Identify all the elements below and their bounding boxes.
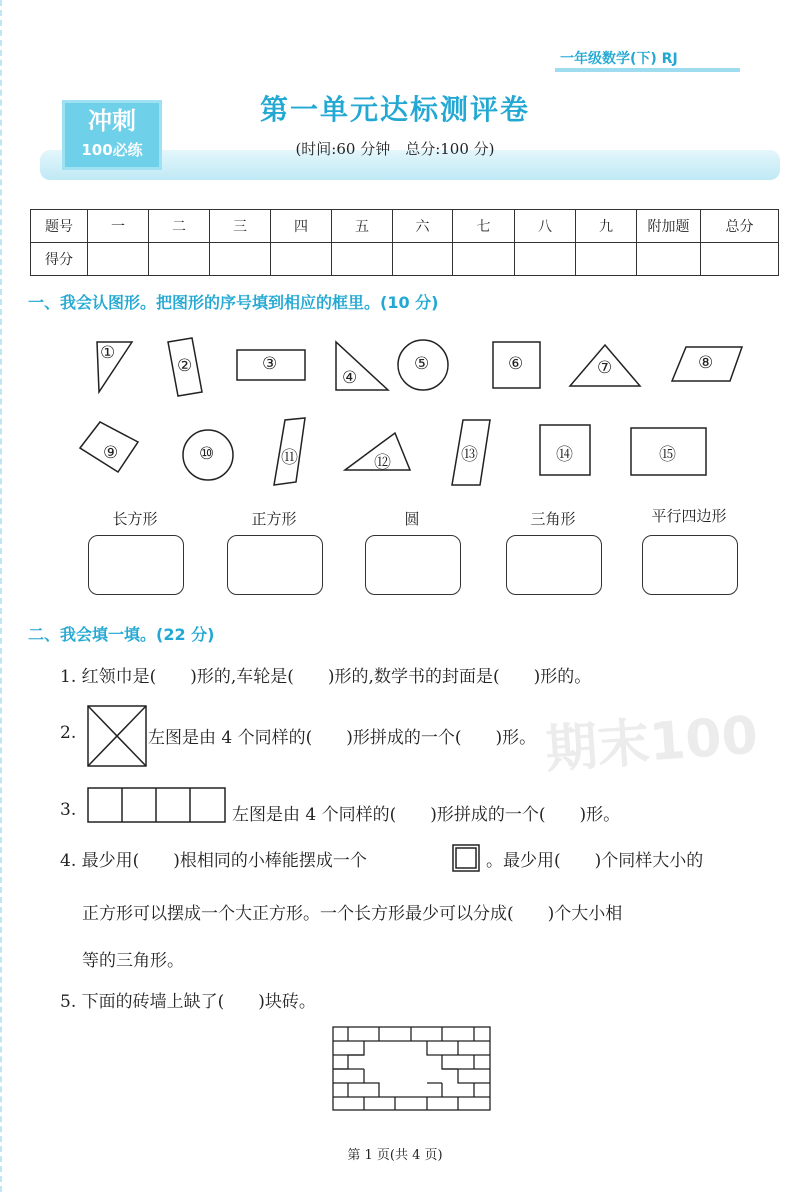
- answer-box-square[interactable]: [227, 535, 323, 595]
- four-squares-figure: [87, 787, 227, 824]
- shapes-figure: [0, 330, 790, 490]
- question-4d: 等的三角形。: [82, 951, 184, 971]
- question-1: 1. 红领巾是( )形的,车轮是( )形的,数学书的封面是( )形的。: [60, 667, 592, 687]
- shape-label: ⑩: [199, 444, 215, 464]
- table-row: 得分: [31, 243, 779, 276]
- question-3-number: 3.: [60, 800, 77, 820]
- binding-margin: [0, 0, 6, 1192]
- question-4b: 。最少用( )个同样大小的: [486, 851, 704, 871]
- shape-label: ⑦: [597, 358, 613, 378]
- shape-label: ⑭: [556, 445, 573, 465]
- category-label: 平行四边形: [651, 507, 727, 525]
- question-4a: 4. 最少用( )根相同的小棒能摆成一个: [60, 851, 367, 871]
- logo: 冲刺 100必练: [62, 100, 162, 170]
- answer-box-circle[interactable]: [365, 535, 461, 595]
- stick-square-icon: [450, 842, 484, 874]
- category-label: 三角形: [530, 510, 576, 528]
- brick-wall-figure: [332, 1026, 492, 1112]
- question-2: 左图是由 4 个同样的( )形拼成的一个( )形。: [148, 728, 537, 748]
- answer-box-parallelogram[interactable]: [642, 535, 738, 595]
- square-cross-figure: [87, 705, 147, 767]
- question-5: 5. 下面的砖墙上缺了( )块砖。: [60, 992, 316, 1012]
- grade-label: 一年级数学(下) RJ: [560, 51, 678, 67]
- answer-box-triangle[interactable]: [506, 535, 602, 595]
- page-footer: 第 1 页(共 4 页): [347, 1148, 443, 1163]
- shape-label: ⑪: [281, 448, 298, 468]
- watermark: 期末100: [543, 705, 760, 781]
- shape-label: ⑧: [698, 353, 714, 373]
- table-row: 题号 一 二 三 四 五 六 七 八 九 附加题 总分: [31, 210, 779, 243]
- shape-label: ⑥: [508, 354, 524, 374]
- answer-box-rectangle[interactable]: [88, 535, 184, 595]
- category-label: 圆: [404, 510, 420, 528]
- shape-label: ⑨: [103, 443, 119, 463]
- page-subtitle: (时间:60 分钟 总分:100 分): [295, 140, 495, 158]
- shape-label: ⑤: [414, 354, 430, 374]
- shape-label: ⑬: [461, 445, 478, 465]
- shape-label: ①: [100, 343, 116, 363]
- question-3: 左图是由 4 个同样的( )形拼成的一个( )形。: [232, 805, 621, 825]
- section1-heading: 一、我会认图形。把图形的序号填到相应的框里。(10 分): [28, 293, 439, 312]
- category-label: 长方形: [112, 510, 158, 528]
- shape-label: ⑫: [374, 453, 391, 473]
- question-2-number: 2.: [60, 723, 77, 743]
- shape-label: ⑮: [659, 445, 676, 465]
- shape-label: ④: [342, 368, 358, 388]
- score-table: [30, 209, 779, 276]
- grade-ribbon: [555, 68, 740, 72]
- section2-heading: 二、我会填一填。(22 分): [28, 625, 215, 644]
- category-label: 正方形: [251, 510, 297, 528]
- shape-label: ②: [177, 356, 193, 376]
- shape-label: ③: [262, 354, 278, 374]
- page-title: 第一单元达标测评卷: [259, 93, 530, 126]
- question-4c: 正方形可以摆成一个大正方形。一个长方形最少可以分成( )个大小相: [82, 904, 623, 924]
